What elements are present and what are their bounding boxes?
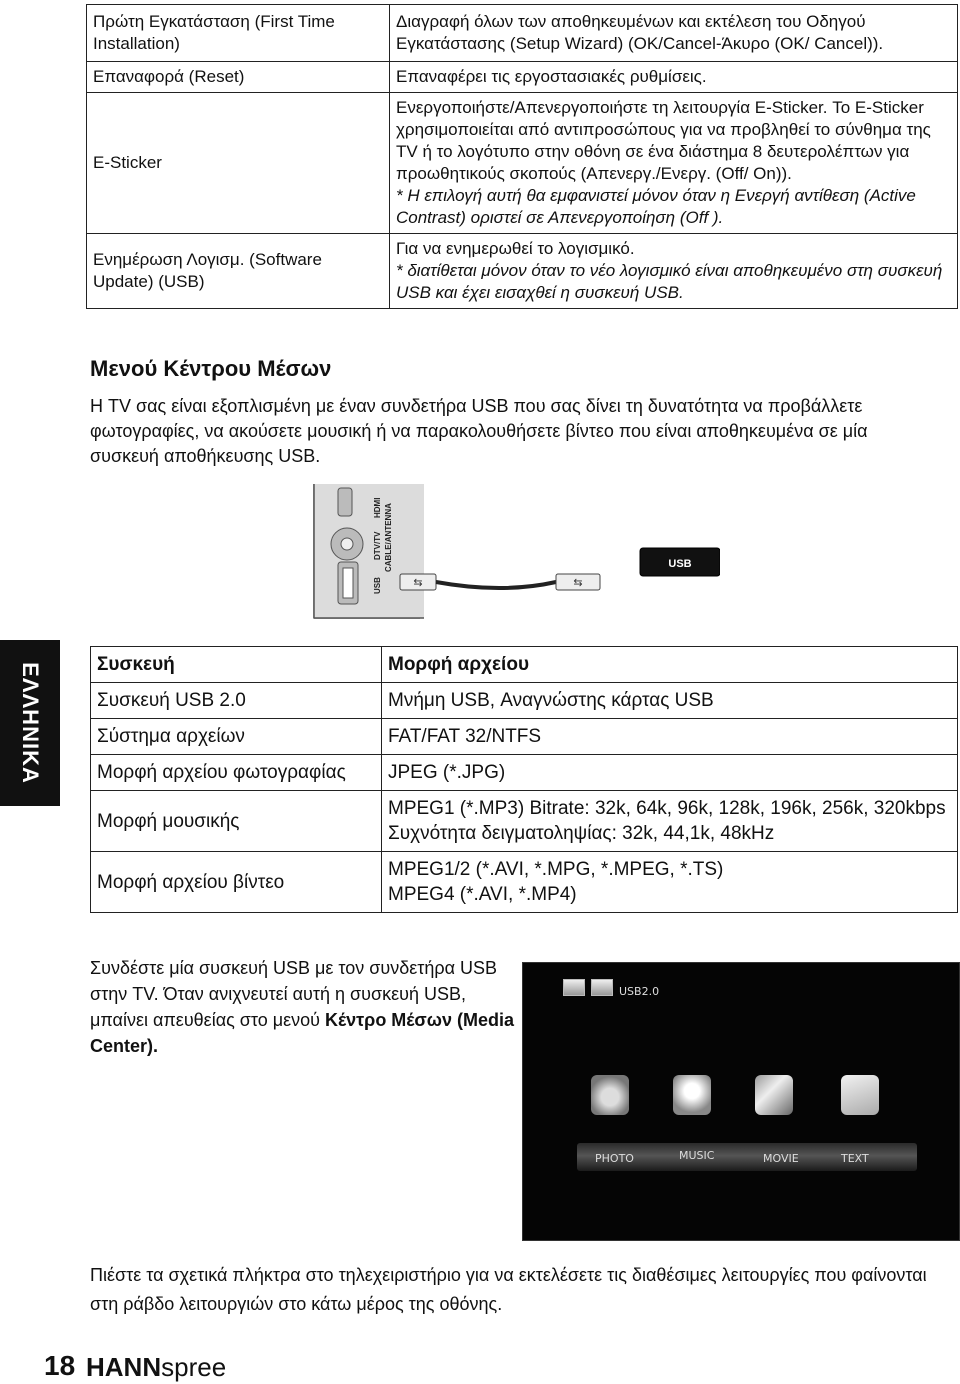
usb-source-label: USB2.0 [619,985,660,998]
settings-table [86,4,958,309]
setting-name: Επαναφορά (Reset) [87,62,390,93]
movie-clapper-icon[interactable] [755,1075,793,1115]
table-row [91,755,958,791]
language-tab [0,640,60,806]
value-line: MPEG1 (*.MP3) Bitrate: 32k, 64k, 96k, 128k, 196k, 256k, 320kbps [388,798,946,819]
row-key: Σύστημα αρχείων [91,719,382,755]
value-line: Συχνότητα δειγματοληψίας: 32k, 44,1k, 48kHz [388,823,775,844]
row-value [382,791,958,852]
table-row [87,234,958,309]
photo-camera-icon[interactable] [591,1075,629,1115]
brand-bold: HANN [86,1352,162,1382]
menu-music[interactable]: MUSIC [679,1149,715,1162]
table-row [87,5,958,62]
desc-note: * διατίθεται μόνον όταν το νέο λογισμικό είναι αποθηκευμένο στη συσκευή USB και έχει εισαχθεί η συσκευή USB. [396,261,943,302]
value-line: Μνήμη USB, Αναγνώστης κάρτας USB [388,690,714,711]
connect-text: Συνδέστε μία συσκευή USB με τον συνδετήρα USB στην TV. Όταν ανιχνευτεί αυτή η συσκευή USB, μπαίνει απευθείας στο μενού [90,958,498,1030]
setting-name: Πρώτη Εγκατάσταση (First Time Installation) [87,5,390,62]
desc-line: Για να ενημερωθεί το λογισμικό. [396,239,635,258]
value-line: FAT/FAT 32/NTFS [388,726,542,747]
menu-movie[interactable]: MOVIE [763,1152,799,1165]
brand-logo [86,1352,226,1383]
desc-line: Ενεργοποιήστε/Απενεργοποιήστε τη λειτουργία E-Sticker. Το E-Sticker χρησιμοποιείται από αντιπροσώπους για να προβληθεί το σύνθημα της TV ή το λογότυπο στην οθόνη σε ένα διάστημα 8 δευτερολέπτων για προωθητικούς σκοπούς (Απενεργ./Ενεργ. (Off/ On)). [396,98,931,183]
usb-port-label: USB [373,577,382,594]
connect-paragraph [90,955,520,1059]
header-format: Μορφή αρχείου [382,647,958,683]
setting-name: E-Sticker [87,93,390,234]
dtv-label: DTV/TV [373,531,382,560]
text-document-icon[interactable] [841,1075,879,1115]
table-header-row [91,647,958,683]
setting-desc [390,93,958,234]
usb-device-label: USB [668,558,692,570]
header-device: Συσκευή [91,647,382,683]
media-center-screen [522,962,960,1241]
hdmi-port [338,488,352,516]
table-row [91,791,958,852]
format-table [90,646,958,913]
media-menu-bar [577,1143,917,1171]
usb-cable [436,582,556,588]
hdmi-label: HDMI [373,497,382,518]
brand-light: spree [161,1352,227,1382]
row-key: Συσκευή USB 2.0 [91,683,382,719]
tv-panel-fill [314,484,424,618]
table-row [91,683,958,719]
usb-drive-icon [563,979,585,996]
setting-desc [390,234,958,309]
cable-label: CABLE/ANTENNA [384,503,393,572]
value-line: MPEG4 (*.AVI, *.MP4) [388,884,577,905]
desc-note: * Η επιλογή αυτή θα εμφανιστεί μόνον όταν η Ενεργή αντίθεση (Active Contrast) οριστεί σε Απενεργοποίηση (Off ). [396,186,916,227]
setting-name: Ενημέρωση Λογισμ. (Software Update) (USB) [87,234,390,309]
connect-bold: Κέντρο Μέσων (Media Center). [90,1010,514,1056]
row-value [382,719,958,755]
desc-line: Διαγραφή όλων των αποθηκευμένων και εκτέλεση του Οδηγού Εγκατάστασης (Setup Wizard) (OK/Cancel-Άκυρο (OK/ Cancel)). [396,12,884,53]
usb-drive-icon [591,979,613,996]
row-key: Μορφή μουσικής [91,791,382,852]
table-row [87,93,958,234]
svg-text:⇆: ⇆ [413,577,423,589]
page-number: 18 [44,1350,76,1381]
value-line: MPEG1/2 (*.AVI, *.MPG, *.MPEG, *.TS) [388,859,724,880]
intro-paragraph: Η TV σας είναι εξοπλισμένη με έναν συνδετήρα USB που σας δίνει τη δυνατότητα να προβάλλετε φωτογραφίες, να ακούσετε μουσική ή να παρακολουθήσετε βίντεο που είναι αποθηκευμένα σε μία συσκευή αποθήκευσης USB. [90,396,868,466]
music-projector-icon[interactable] [673,1075,711,1115]
usb-connection-diagram [300,480,720,622]
menu-text[interactable]: TEXT [841,1152,869,1165]
svg-text:⇆: ⇆ [573,577,583,589]
setting-desc [390,5,958,62]
menu-photo[interactable]: PHOTO [595,1152,634,1165]
row-value [382,852,958,913]
row-key: Μορφή αρχείου βίντεο [91,852,382,913]
footer-paragraph: Πιέστε τα σχετικά πλήκτρα στο τηλεχειριστήριο για να εκτελέσετε τις διαθέσιμες λειτουργίες που φαίνονται στη ράβδο λειτουργιών στο κάτω μέρος της οθόνης. [90,1265,927,1314]
section-title: Μενού Κέντρου Μέσων [90,356,332,381]
row-value [382,755,958,791]
table-row [87,62,958,93]
setting-desc [390,62,958,93]
desc-line: Επαναφέρει τις εργοστασιακές ρυθμίσεις. [396,67,707,86]
table-row [91,852,958,913]
row-value [382,683,958,719]
table-row [91,719,958,755]
row-key: Μορφή αρχείου φωτογραφίας [91,755,382,791]
language-tab-label: ΕΛΛΗΝΙΚΑ [18,662,43,784]
value-line: JPEG (*.JPG) [388,762,506,783]
